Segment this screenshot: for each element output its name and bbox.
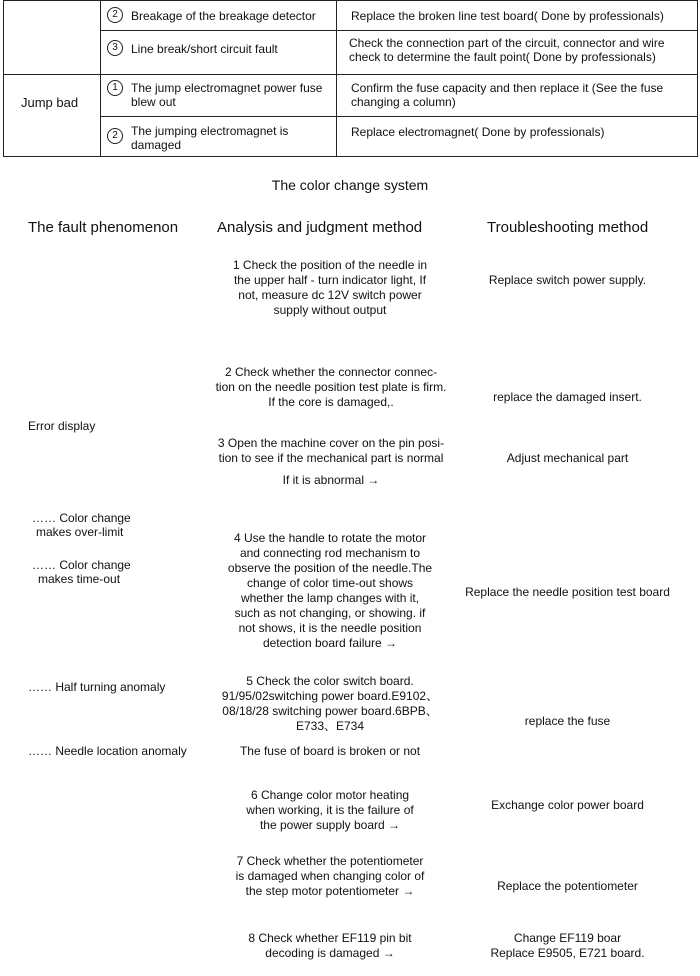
analysis-line: the upper half - turn indicator light, If [233, 273, 427, 287]
analysis-line: E733、E734 [295, 719, 365, 733]
table-rule [100, 116, 698, 117]
circled-number: 2 [107, 7, 123, 23]
remedy-5: replace the fuse [524, 714, 611, 728]
fault-remedy: Replace electromagnet( Done by professionals) [351, 125, 605, 139]
fault-remedy: Check the connection part of the circuit, connector and wire check to determine the fault point( Done by professionals) [349, 36, 665, 64]
remedy-6: Exchange color power board [491, 798, 644, 812]
analysis-line: If the core is damaged,. [268, 395, 394, 409]
analysis-line: detection board failure → [262, 636, 398, 650]
analysis-line: tion on the needle position test plate is firm. [215, 380, 447, 394]
analysis-step-5-note: The fuse of board is broken or not [239, 744, 421, 758]
analysis-step-2 [196, 365, 466, 410]
analysis-line: not shows, it is the needle position [238, 621, 422, 635]
analysis-line: and connecting rod mechanism to [239, 546, 421, 560]
fault-over-limit-line2: makes over-limit [36, 525, 124, 539]
analysis-line: the step motor potentiometer → [245, 884, 415, 898]
fault-cause: The jumping electromagnet is damaged [131, 124, 289, 152]
circled-number: 1 [107, 80, 123, 96]
table-border [3, 0, 698, 1]
analysis-step-3-note: If it is abnormal → [282, 473, 380, 487]
fault-half-turning: …… Half turning anomaly [28, 680, 166, 694]
remedy-line: Change EF119 boar [513, 931, 622, 945]
circled-number: 2 [107, 128, 123, 144]
table-rule [3, 74, 698, 75]
table-rule [100, 0, 101, 157]
fault-cause: Line break/short circuit fault [131, 42, 278, 56]
fault-needle-location: …… Needle location anomaly [28, 744, 187, 758]
analysis-step-5 [200, 674, 460, 734]
analysis-line: not, measure dc 12V switch power [238, 288, 422, 302]
fault-cause: Breakage of the breakage detector [131, 9, 316, 23]
fault-time-out-line2: makes time-out [38, 572, 121, 586]
analysis-step-3 [196, 436, 466, 466]
column-header-analysis: Analysis and judgment method [217, 219, 423, 236]
analysis-line: decoding is damaged → [265, 946, 395, 960]
remedy-8 [450, 931, 685, 961]
column-header-troubleshooting: Troubleshooting method [487, 219, 649, 236]
analysis-line: change of color time-out shows [246, 576, 414, 590]
table-rule [336, 0, 337, 157]
analysis-line: observe the position of the needle.The [227, 561, 433, 575]
remedy-4: Replace the needle position test board [465, 585, 670, 599]
analysis-step-1 [200, 258, 460, 318]
analysis-line: supply without output [273, 303, 387, 317]
table-border [697, 0, 698, 157]
analysis-line: 4 Use the handle to rotate the motor [233, 531, 427, 545]
analysis-step-4 [200, 531, 460, 651]
fault-remedy: Replace the broken line test board( Done by professionals) [351, 9, 664, 23]
section-title: The color change system [271, 177, 429, 193]
analysis-line: when working, it is the failure of [246, 803, 414, 817]
remedy-line: Replace E9505, E721 board. [490, 946, 645, 960]
fault-cause: The jump electromagnet power fuse blew out [131, 81, 323, 109]
circled-number: 3 [107, 40, 123, 56]
remedy-7: Replace the potentiometer [497, 879, 638, 893]
analysis-line: such as not changing, or showing. if [234, 606, 426, 620]
analysis-line: 6 Change color motor heating [250, 788, 410, 802]
remedy-1: Replace switch power supply. [488, 273, 647, 287]
fault-time-out-line1: …… Color change [32, 558, 131, 572]
group-label: Jump bad [21, 95, 79, 110]
table-border [3, 0, 4, 157]
analysis-line: whether the lamp changes with it, [240, 591, 420, 605]
analysis-line: 7 Check whether the potentiometer [236, 854, 424, 868]
table-border [3, 156, 698, 157]
analysis-line: 08/18/28 switching power board.6BPB、 [222, 704, 438, 718]
remedy-3: Adjust mechanical part [506, 451, 629, 465]
column-header-fault: The fault phenomenon [28, 219, 179, 236]
analysis-line: 3 Open the machine cover on the pin posi- [217, 436, 445, 450]
jump-fault-table [3, 0, 698, 157]
analysis-line: the power supply board → [259, 818, 401, 832]
fault-error-display: Error display [28, 419, 96, 433]
analysis-line: 5 Check the color switch board. [246, 674, 414, 688]
analysis-step-8 [200, 931, 460, 961]
table-rule [100, 30, 698, 31]
remedy-2: replace the damaged insert. [493, 390, 642, 404]
analysis-line: 1 Check the position of the needle in [232, 258, 428, 272]
fault-over-limit-line1: …… Color change [32, 511, 131, 525]
fault-remedy: Confirm the fuse capacity and then replace it (See the fuse changing a column) [351, 81, 664, 109]
analysis-line: 8 Check whether EF119 pin bit [248, 931, 412, 945]
analysis-line: 2 Check whether the connector connec- [224, 365, 438, 379]
analysis-line: is damaged when changing color of [235, 869, 425, 883]
analysis-line: 91/95/02switching power board.E9102、 [221, 689, 439, 703]
analysis-line: tion to see if the mechanical part is normal [218, 451, 444, 465]
analysis-step-7 [200, 854, 460, 899]
analysis-step-6 [200, 788, 460, 833]
